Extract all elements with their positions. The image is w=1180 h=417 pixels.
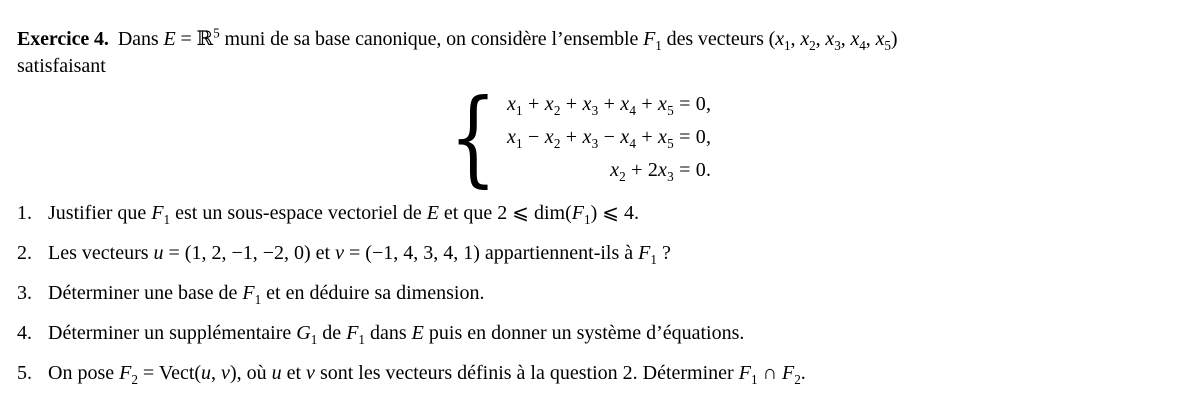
question-number: 5.	[17, 362, 32, 384]
question-item	[17, 280, 1164, 307]
question-text: Déterminer un supplémentaire $G_1$ de $F_1$ dans E puis en donner un système d’équations.	[48, 322, 745, 347]
question-item	[17, 320, 1164, 347]
equation-system	[440, 76, 712, 198]
question-list	[17, 200, 1164, 387]
question-text: Justifier que $F_1$ est un sous-espace vectoriel de E et que 2 ⩽ $dim(F_1)$ ⩽ 4.	[48, 202, 639, 227]
equation-rows	[507, 88, 711, 187]
intro-line-1	[17, 26, 1164, 53]
equation-row-2: $x_1 - x_2 + x_3 - x_4 + x_5 = 0$,	[506, 125, 712, 151]
intro-paragraph	[17, 26, 1164, 80]
question-item	[17, 240, 1164, 267]
equation-row-1: $x_1 + x_2 + x_3 + x_4 + x_5 = 0$,	[506, 92, 712, 118]
intro-continuation: satisfaisant	[17, 55, 106, 77]
question-item	[17, 200, 1164, 227]
question-item	[17, 360, 1164, 387]
question-text: Les vecteurs u = (1, 2, −1, −2, 0) et v = (−1, 4, 3, 4, 1) appartiennent-ils à $F_1$ ?	[48, 242, 671, 267]
question-number: 1.	[17, 202, 32, 224]
question-number: 3.	[17, 282, 32, 304]
exercise-label: Exercice 4.	[17, 28, 109, 50]
equation-row-3: $x_2 + 2x_3 = 0$.	[610, 158, 712, 184]
intro-text: Dans E = ℝ$^5$ muni de sa base canonique, on considère l’ensemble $F_1$ des vecteurs ($x_1$, $x_2$, $x_3$, $x_4$, $x_5$)	[117, 25, 898, 53]
question-text: On pose $F_2$ = Vect(u, v), où u et v sont les vecteurs définis à la question 2. Déterminer $F_1$ ∩ $F_2$.	[48, 362, 806, 387]
question-number: 4.	[17, 322, 32, 344]
question-text: Déterminer une base de $F_1$ et en déduire sa dimension.	[48, 282, 485, 307]
question-number: 2.	[17, 242, 32, 264]
left-brace: {	[449, 76, 497, 198]
